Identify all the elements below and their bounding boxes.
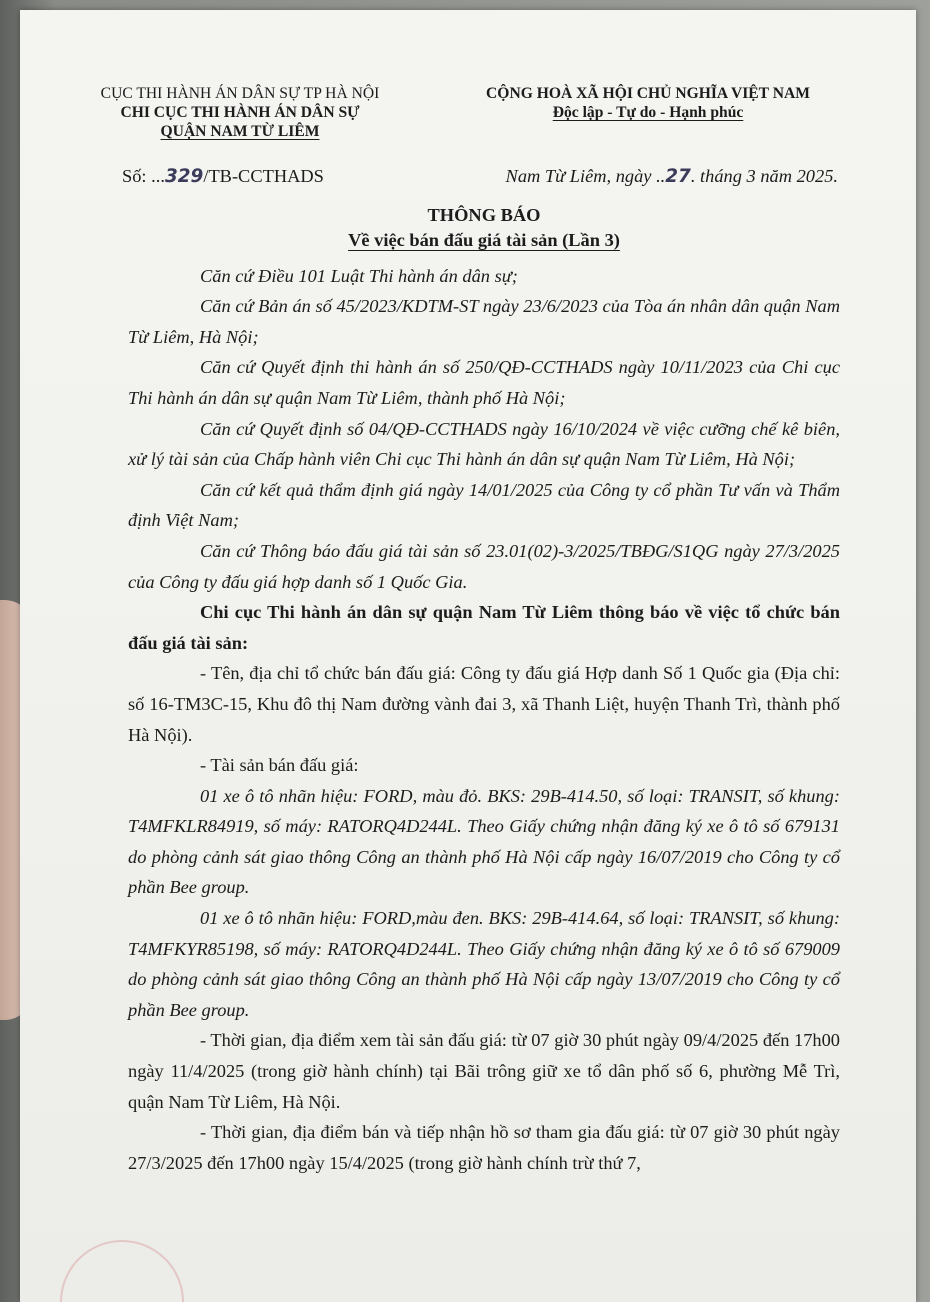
document-number <box>122 161 324 193</box>
agency-name: CHI CỤC THI HÀNH ÁN DÂN SỰ <box>120 104 360 121</box>
basis-paragraph: Căn cứ Quyết định thi hành án số 250/QĐ-CCTHADS ngày 10/11/2023 của Chi cục Thi hành án dân sự quận Nam Từ Liêm, thành phố Hà Nội; <box>128 357 840 408</box>
national-motto: Độc lập - Tự do - Hạnh phúc <box>552 104 744 121</box>
number-prefix: Số: ... <box>122 166 165 186</box>
basis-paragraph: Căn cứ Điều 101 Luật Thi hành án dân sự; <box>200 265 518 286</box>
assets-heading: - Tài sản bán đấu giá: <box>200 755 359 776</box>
document-content <box>100 84 840 1178</box>
asset-item: 01 xe ô tô nhãn hiệu: FORD, màu đỏ. BKS: 29B-414.50, số loại: TRANSIT, số khung: T4MFKLR84919, số máy: RATORQ4D244L. Theo Giấy chứng nhận đăng ký xe ô tô số 679131 do phòng cảnh sát giao thông Công an thành phố Hà Nội cấp ngày 16/07/2019 cho Công ty cổ phần Bee group. <box>128 785 840 898</box>
document-header <box>92 84 838 141</box>
basis-paragraph: Căn cứ kết quả thẩm định giá ngày 14/01/2025 của Công ty cổ phần Tư vấn và Thẩm định Việt Nam; <box>128 479 840 531</box>
agency-parent: CỤC THI HÀNH ÁN DÂN SỰ TP HÀ NỘI <box>100 85 380 102</box>
document-title: THÔNG BÁO <box>427 204 541 225</box>
document-date <box>506 161 838 193</box>
faint-stamp-seal <box>60 1240 184 1302</box>
handwritten-day: 27 <box>665 166 691 187</box>
date-prefix: Nam Từ Liêm, ngày .. <box>505 166 666 186</box>
handwritten-number: 329 <box>164 166 204 187</box>
national-name: CỘNG HOÀ XÃ HỘI CHỦ NGHĨA VIỆT NAM <box>486 85 810 102</box>
number-suffix: /TB-CCTHADS <box>203 166 324 186</box>
document-subtitle <box>128 227 840 253</box>
registration-time-paragraph: - Thời gian, địa điểm bán và tiếp nhận hồ sơ tham gia đấu giá: từ 07 giờ 30 phút ngày 27/3/2025 đến 17h00 ngày 15/4/2025 (trong giờ hành chính trừ thứ 7, <box>128 1122 840 1173</box>
announcement-paragraph: Chi cục Thi hành án dân sự quận Nam Từ Liêm thông báo về việc tổ chức bán đấu giá tài sản: <box>128 602 840 653</box>
agency-district: QUẬN NAM TỪ LIÊM <box>160 123 320 140</box>
document-body <box>128 261 840 1179</box>
auctioneer-paragraph: - Tên, địa chỉ tổ chức bán đấu giá: Công ty đấu giá Hợp danh Số 1 Quốc gia (Địa chỉ: số 16-TM3C-15, Khu đô thị Nam đường vành đai 3, xã Thanh Liệt, huyện Thanh Trì, thành phố Hà Nội). <box>128 663 840 745</box>
national-title <box>458 84 838 141</box>
viewing-time-paragraph: - Thời gian, địa điểm xem tài sản đấu giá: từ 07 giờ 30 phút ngày 09/4/2025 đến 17h00 ngày 11/4/2025 (trong giờ hành chính) tại Bãi trông giữ xe tổ dân phố số 6, phường Mễ Trì, quận Nam Từ Liêm, Hà Nội. <box>128 1030 840 1112</box>
subtitle-text: Về việc bán đấu giá tài sản (Lần 3) <box>348 229 620 250</box>
reference-row <box>122 161 838 193</box>
issuing-agency <box>92 84 388 141</box>
asset-item: 01 xe ô tô nhãn hiệu: FORD,màu đen. BKS: 29B-414.64, số loại: TRANSIT, số khung: T4MFKYR85198, số máy: RATORQ4D244L. Theo Giấy chứng nhận đăng ký xe ô tô số 679009 do phòng cảnh sát giao thông Công an thành phố Hà Nội cấp ngày 13/07/2019 cho Công ty cổ phần Bee group. <box>128 908 840 1020</box>
date-suffix: . tháng 3 năm 2025. <box>690 166 838 186</box>
basis-paragraph: Căn cứ Thông báo đấu giá tài sản số 23.01(02)-3/2025/TBĐG/S1QG ngày 27/3/2025 của Công ty đấu giá hợp danh số 1 Quốc Gia. <box>128 540 840 592</box>
basis-paragraph: Căn cứ Quyết định số 04/QĐ-CCTHADS ngày 16/10/2024 về việc cưỡng chế kê biên, xử lý tài sản của Chấp hành viên Chi cục Thi hành án dân sự quận Nam Từ Liêm, Hà Nội; <box>128 418 840 470</box>
basis-paragraph: Căn cứ Bản án số 45/2023/KDTM-ST ngày 23/6/2023 của Tòa án nhân dân quận Nam Từ Liêm, Hà Nội; <box>128 296 840 347</box>
